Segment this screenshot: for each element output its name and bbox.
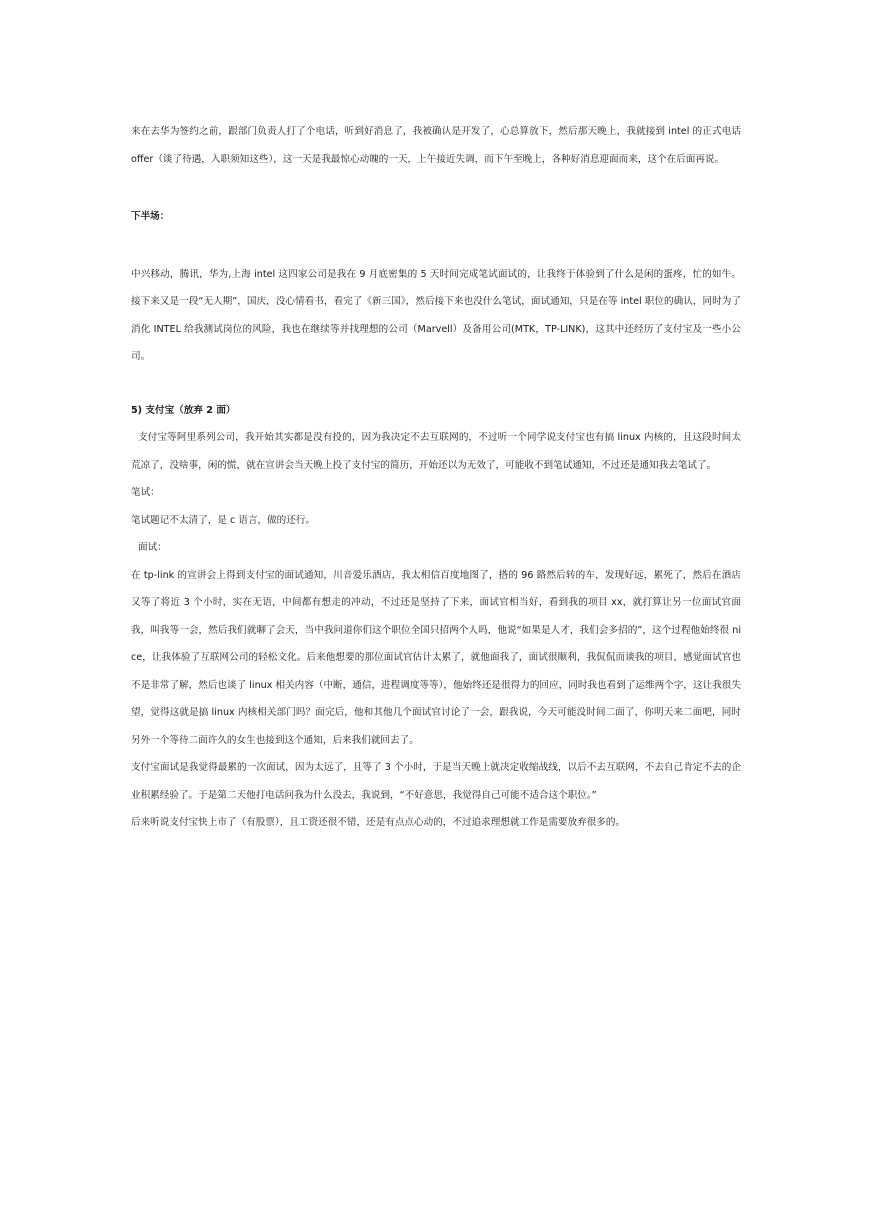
alipay-section-heading: 5) 支付宝（放弃 2 面）	[131, 404, 236, 416]
written-test-label: 笔试：	[131, 487, 160, 498]
closing-paragraph: 后来听说支付宝快上市了（有股票），且工资还很不错，还是有点点心动的，不过追求理想就工作是需要放弃很多的。	[131, 817, 626, 828]
written-test-text: 笔试题记不太清了，是 c 语言，做的还行。	[131, 514, 316, 526]
spacer	[131, 371, 741, 397]
second-half-paragraph: 中兴移动，腾讯，华为,上海 intel 这四家公司是我在 9 月底密集的 5 天时间完成笔试面试的，让我终于体验到了什么是闲的蛋疼，忙的如牛。接下来又是一段“无人期”，国庆，没心情看书，看完了《新三国》，然后接下来也没什么笔试，面试通知，只是在等 intel 职位的确认，同时为了消化 INTEL 给我测试岗位的风险，我也在继续等并找理想的公司（Marvell）及备用公司(MTK，TP-LINK)，这其中还经历了支付宝及一些小公司。	[131, 268, 741, 362]
intro-paragraph: 来在去华为签约之前，跟部门负责人打了个电话，听到好消息了，我被确认是开发了，心总算放下，然后那天晚上，我就接到 intel 的正式电话 offer（谈了待遇，入职须知这些），这一天是我最惊心动魄的一天，上午接近失调，而下午至晚上，各种好消息迎面而来，这个在后面再说。	[131, 126, 741, 165]
alipay-paragraph: 支付宝等阿里系列公司，我开始其实都是没有投的，因为我决定不去互联网的，不过听一个同学说支付宝也有搞 linux 内核的，且这段时间太荒凉了，没啥事，闲的慌，就在宣讲会当天晚上投了支付宝的简历，开始还以为无效了，可能收不到笔试通知，不过还是通知我去笔试了。	[131, 432, 741, 471]
second-half-heading: 下半场：	[131, 211, 170, 222]
spacer	[131, 231, 741, 261]
interview-label: 面试：	[138, 542, 167, 553]
spacer	[131, 173, 741, 203]
interview-paragraph: 在 tp-link 的宣讲会上得到支付宝的面试通知，川音爱乐酒店，我太相信百度地图了，搭的 96 路然后转的车，发现好远，累死了，然后在酒店又等了将近 3 个小时，实在无语，中间都有想走的冲动，不过还是坚持了下来，面试官相当好，看到我的项目 xx，就打算让另一位面试官面我，叫我等一会，然后我们就聊了会天，当中我问道你们这个职位全国只招两个人吗，他说“如果是人才，我们会多招的”，这个过程他始终很 nice，让我体验了互联网公司的轻松文化。后来他想要的那位面试官估计太累了，就他面我了，面试很顺利，我侃侃而谈我的项目，感觉面试官也不是非常了解，然后也谈了 linux 相关内容（中断，通信，进程调度等等），他始终还是很得力的回应，同时我也看到了运维两个字，这让我很失望，觉得这就是搞 linux 内核相关部门吗？面完后，他和其他几个面试官讨论了一会，跟我说，今天可能没时间二面了，你明天来二面吧，同时另外一个等待二面许久的女生也接到这个通知，后来我们就回去了。	[131, 569, 741, 746]
reflection-paragraph: 支付宝面试是我觉得最累的一次面试，因为太远了，且等了 3 个小时，于是当天晚上就决定收缩战线，以后不去互联网，不去自己肯定不去的企业积累经验了。于是第二天他打电话问我为什么没去，我说到，“不好意思，我觉得自己可能不适合这个职位。”	[131, 762, 741, 801]
document-page	[131, 118, 741, 837]
